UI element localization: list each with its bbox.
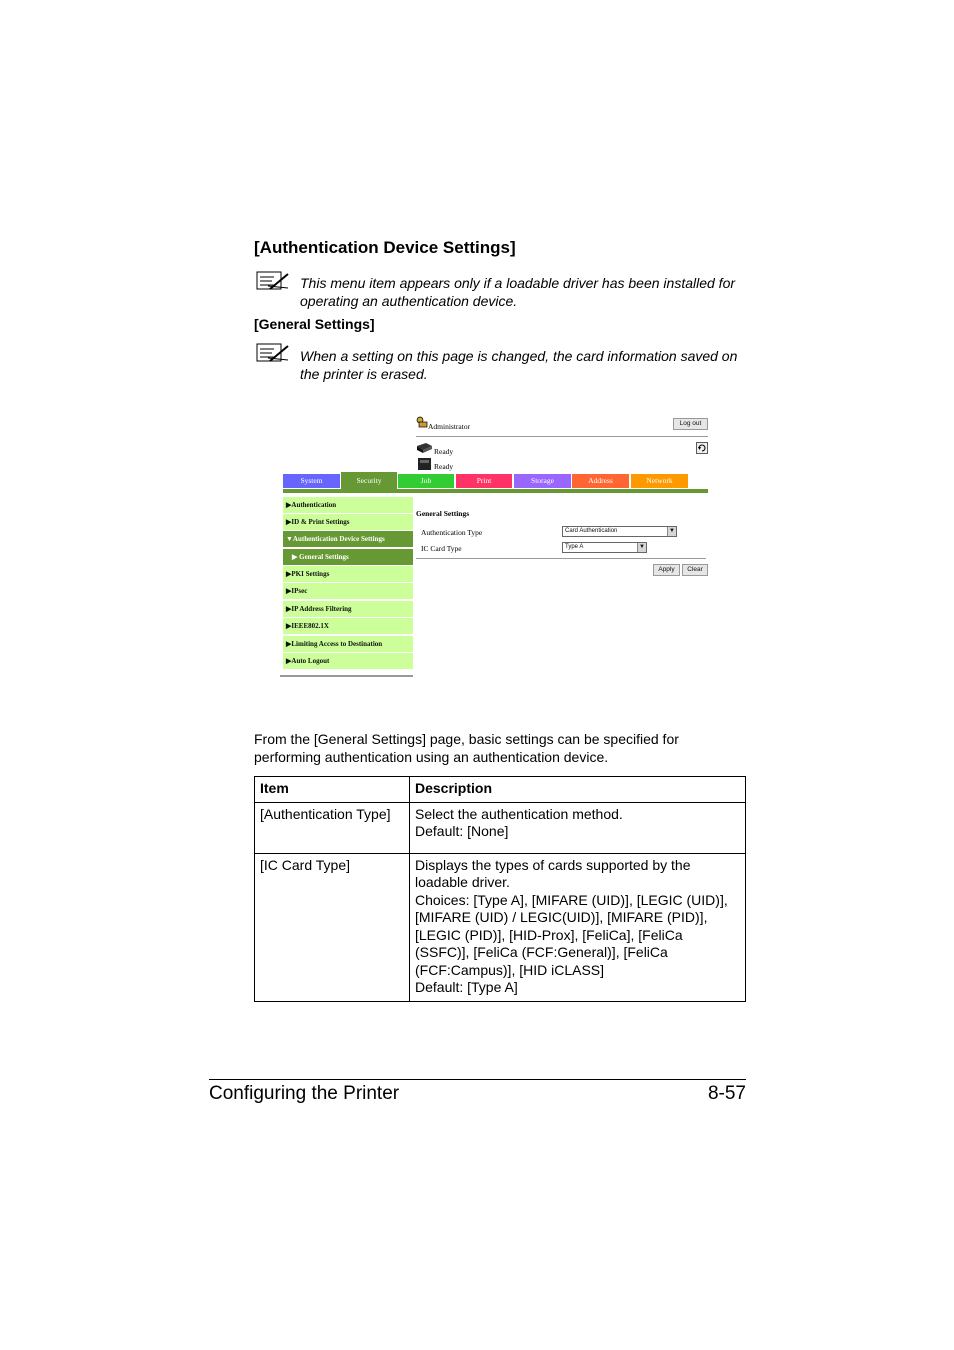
table-cell-description [410, 853, 746, 1001]
note-text-2: When a setting on this page is changed, the card information saved on the printer is erased. [300, 348, 738, 382]
footer-chapter-title: Configuring the Printer [209, 1083, 400, 1104]
apply-button[interactable]: Apply [653, 564, 680, 576]
sidebar-item-ipsec[interactable]: ▶IPsec [283, 583, 413, 599]
description-line: Choices: [Type A], [MIFARE (UID)], [LEGIC (UID)], [MIFARE (UID) / LEGIC(UID)], [MIFARE (PID)], [LEGIC (PID)], [HID-Prox], [FeliCa], [FeliCa (SSFC)], [FeliCa (FCF:General)], [FeliCa (FCF:Campus)], [HID iCLASS] [415, 891, 728, 978]
authentication-type-select[interactable]: Card Authentication ▼ [562, 526, 677, 537]
table-cell-item: [IC Card Type] [255, 853, 410, 1001]
printer-icon [416, 442, 433, 454]
tab-network[interactable]: Network [631, 474, 688, 488]
tab-system[interactable]: System [283, 474, 340, 488]
sidebar-bottom-rule [280, 675, 413, 677]
table-cell-description [410, 802, 746, 853]
refresh-icon[interactable] [696, 442, 708, 454]
note-pencil-icon [256, 342, 290, 364]
tab-address[interactable]: Address [572, 474, 629, 488]
tab-storage[interactable]: Storage [514, 474, 571, 488]
table-header-item: Item [255, 777, 410, 803]
chevron-down-icon: ▼ [667, 527, 676, 536]
sidebar-item-ieee8021x[interactable]: ▶IEEE802.1X [283, 618, 413, 634]
table-header-description: Description [410, 777, 746, 803]
sidebar-item-pki-settings[interactable]: ▶PKI Settings [283, 566, 413, 582]
sidebar-item-id-print-settings[interactable]: ▶ID & Print Settings [283, 514, 413, 530]
sidebar-item-general-settings[interactable]: ▶ General Settings [283, 549, 413, 565]
authentication-type-label: Authentication Type [421, 528, 483, 537]
tab-security[interactable]: Security [341, 472, 397, 489]
sidebar-item-ip-address-filtering[interactable]: ▶IP Address Filtering [283, 601, 413, 617]
settings-table [254, 776, 746, 1002]
section-title: [Authentication Device Settings] [254, 238, 516, 257]
note-pencil-icon [256, 270, 290, 292]
status-text-2: Ready [434, 462, 454, 471]
tab-bar-underline [283, 489, 708, 493]
panel-title: General Settings [416, 509, 470, 518]
ic-card-type-label: IC Card Type [421, 544, 462, 553]
web-ui-screenshot [280, 415, 712, 680]
logout-button[interactable]: Log out [673, 418, 708, 430]
printer-icon [416, 457, 433, 471]
sidebar-item-authentication[interactable]: ▶Authentication [283, 497, 413, 513]
body-paragraph: From the [General Settings] page, basic settings can be specified for performing authentication using an authentication device. [254, 731, 679, 765]
description-line: Displays the types of cards supported by the loadable driver. [415, 856, 691, 890]
table-row [255, 802, 746, 853]
header-divider [416, 436, 708, 437]
status-text-1: Ready [434, 447, 454, 456]
table-cell-item: [Authentication Type] [255, 802, 410, 853]
sidebar-item-authentication-device-settings[interactable]: ▼Authentication Device Settings [283, 531, 413, 547]
user-label: Administrator [428, 422, 471, 431]
sidebar-item-auto-logout[interactable]: ▶Auto Logout [283, 653, 413, 669]
page-number: 8-57 [707, 1083, 746, 1104]
description-line: Default: [Type A] [415, 979, 518, 995]
description-line: Select the authentication method. [415, 805, 623, 822]
subheading: [General Settings] [254, 316, 375, 332]
table-row [255, 853, 746, 1001]
tab-print[interactable]: Print [456, 474, 512, 488]
sidebar-item-limiting-access[interactable]: ▶Limiting Access to Destination [283, 636, 413, 652]
footer-rule [209, 1079, 746, 1080]
description-line: Default: [None] [415, 823, 509, 839]
administrator-key-icon [416, 416, 428, 428]
note-text-1: This menu item appears only if a loadable driver has been installed for operating an authentication device. [300, 275, 736, 309]
clear-button[interactable]: Clear [682, 564, 708, 576]
ic-card-type-select[interactable]: Type A ▼ [562, 542, 647, 553]
tab-job[interactable]: Job [398, 474, 454, 488]
panel-divider [416, 558, 706, 559]
chevron-down-icon: ▼ [637, 543, 646, 552]
table-header-row [255, 777, 746, 803]
